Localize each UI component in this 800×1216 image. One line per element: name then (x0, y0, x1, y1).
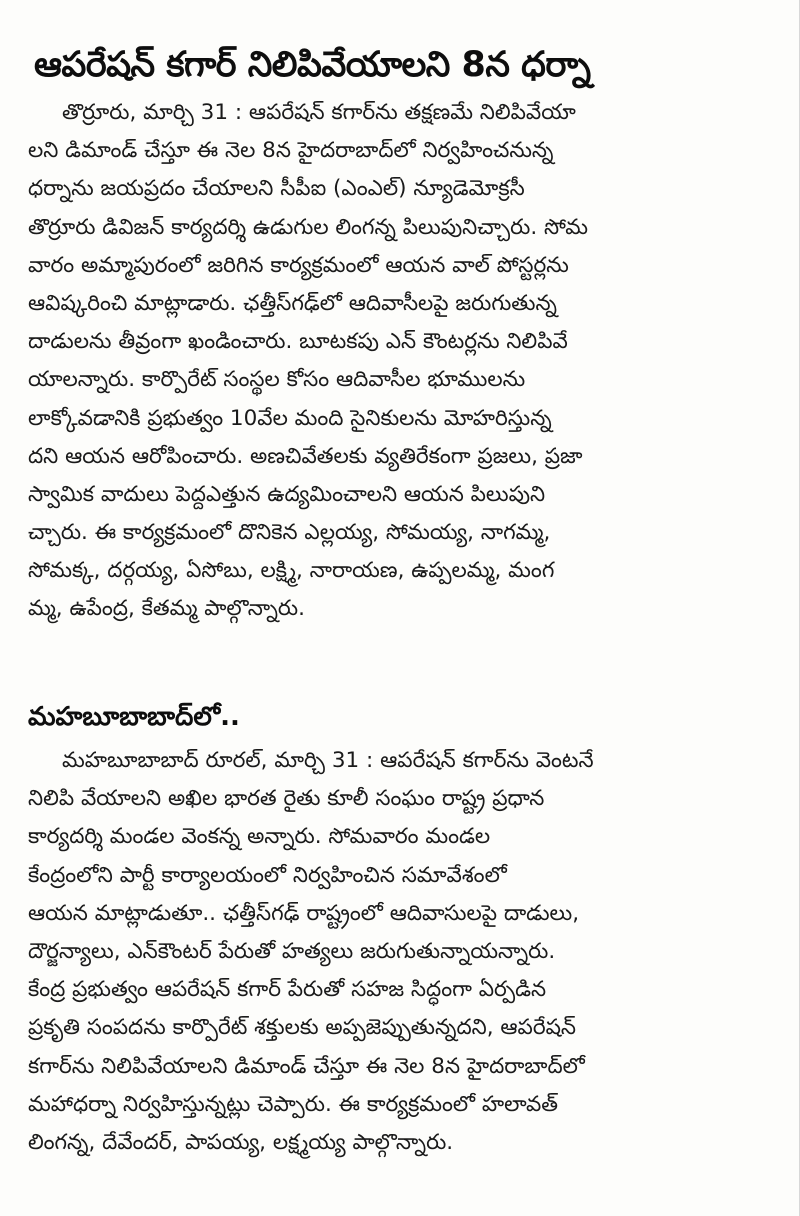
paragraph-line: స్వామిక వాదులు పెద్దఎత్తున ఉద్యమించాలని ఆయన పిలుపుని (28, 481, 546, 507)
paragraph-line: తొర్రూరు డివిజన్ కార్యదర్శి ఉడుగుల లింగన్న పిలుపునిచ్చారు. సోమ (28, 214, 588, 240)
paragraph-line: వారం అమ్మాపురంలో జరిగిన కార్యక్రమంలో ఆయన వాల్ పోస్టర్లను (28, 252, 569, 278)
paragraph-line: సోమక్క, దర్గయ్య, ఏసోబు, లక్ష్మి, నారాయణ, ఉప్పలమ్మ, మంగ (28, 558, 555, 584)
paragraph-line: మహాధర్నా నిర్వహిస్తున్నట్లు చెప్పారు. ఈ కార్యక్రమంలో హలావత్ (28, 1091, 558, 1117)
article-subheading: మహబూబాబాద్‌లో.. (28, 702, 240, 732)
paragraph-line: ప్రకృతి సంపదను కార్పొరేట్ శక్తులకు అప్పజెప్పుతున్నదని, ఆపరేషన్ (28, 1015, 576, 1041)
article-paragraph-1 (28, 94, 774, 629)
paragraph-line: కేంద్ర ప్రభుత్వం ఆపరేషన్ కగార్ పేరుతో సహజ సిద్ధంగా ఏర్పడిన (28, 977, 547, 1003)
paragraph-line: కేంద్రంలోని పార్టీ కార్యాలయంలో నిర్వహించిన సమావేశంలో (28, 862, 507, 888)
article-headline: ఆపరేషన్ కగార్ నిలిపివేయాలని 8న ధర్నా (34, 45, 591, 85)
paragraph-line: లింగన్న, దేవేందర్, పాపయ్య, లక్ష్మయ్య పాల్గొన్నారు. (28, 1129, 454, 1155)
paragraph-line: లని డిమాండ్ చేస్తూ ఈ నెల 8న హైదరాబాద్‌లో నిర్వహించనున్న (28, 138, 554, 164)
paragraph-line: కార్యదర్శి మండల వెంకన్న అన్నారు. సోమవారం మండల (28, 824, 491, 850)
paragraph-line: మహబూబాబాద్ రూరల్, మార్చి 31 : ఆపరేషన్ కగార్‌ను వెంటనే (62, 748, 594, 773)
article-paragraph-2 (28, 742, 774, 1162)
paragraph-line: ఆవిష్కరించి మాట్లాడారు. ఛత్తీస్‌గఢ్‌లో ఆదివాసీలపై జరుగుతున్న (28, 290, 557, 316)
paragraph-line: దౌర్జన్యాలు, ఎన్‌కౌంటర్ పేరుతో హత్యలు జరుగుతున్నాయన్నారు. (28, 938, 556, 964)
paragraph-line: దాడులను తీవ్రంగా ఖండించారు. బూటకపు ఎన్ కౌంటర్లను నిలిపివే (28, 329, 568, 355)
paragraph-line: ఆయన మాట్లాడుతూ.. ఛత్తీస్‌గఢ్ రాష్ట్రంలో ఆదివాసులపై దాడులు, (28, 900, 580, 926)
paragraph-line: చ్చారు. ఈ కార్యక్రమంలో దొనికెన ఎల్లయ్య, సోమయ్య, నాగమ్మ, (28, 520, 551, 546)
paragraph-line: కగార్‌ను నిలిపివేయాలని డిమాండ్ చేస్తూ ఈ నెల 8న హైదరాబాద్‌లో (28, 1053, 585, 1079)
paragraph-line: మ్మ, ఉపేంద్ర, కేతమ్మ పాల్గొన్నారు. (28, 596, 305, 622)
paragraph-line: దని ఆయన ఆరోపించారు. అణచివేతలకు వ్యతిరేకంగా ప్రజలు, ప్రజా (28, 443, 583, 469)
paragraph-line: యాలన్నారు. కార్పొరేట్ సంస్థల కోసం ఆదివాసీల భూములను (28, 367, 526, 393)
paragraph-line: లాక్కోవడానికి ప్రభుత్వం 10వేల మంది సైనికులను మోహరిస్తున్న (28, 405, 552, 431)
paragraph-line: నిలిపి వేయాలని అఖిల భారత రైతు కూలీ సంఘం రాష్ట్ర ప్రధాన (28, 786, 545, 812)
paragraph-line: ధర్నాను జయప్రదం చేయాలని సీపీఐ (ఎంఎల్) న్యూడెమోక్రసీ (28, 176, 525, 202)
paragraph-line: తొర్రూరు, మార్చి 31 : ఆపరేషన్ కగార్‌ను తక్షణమే నిలిపివేయా (62, 100, 576, 125)
